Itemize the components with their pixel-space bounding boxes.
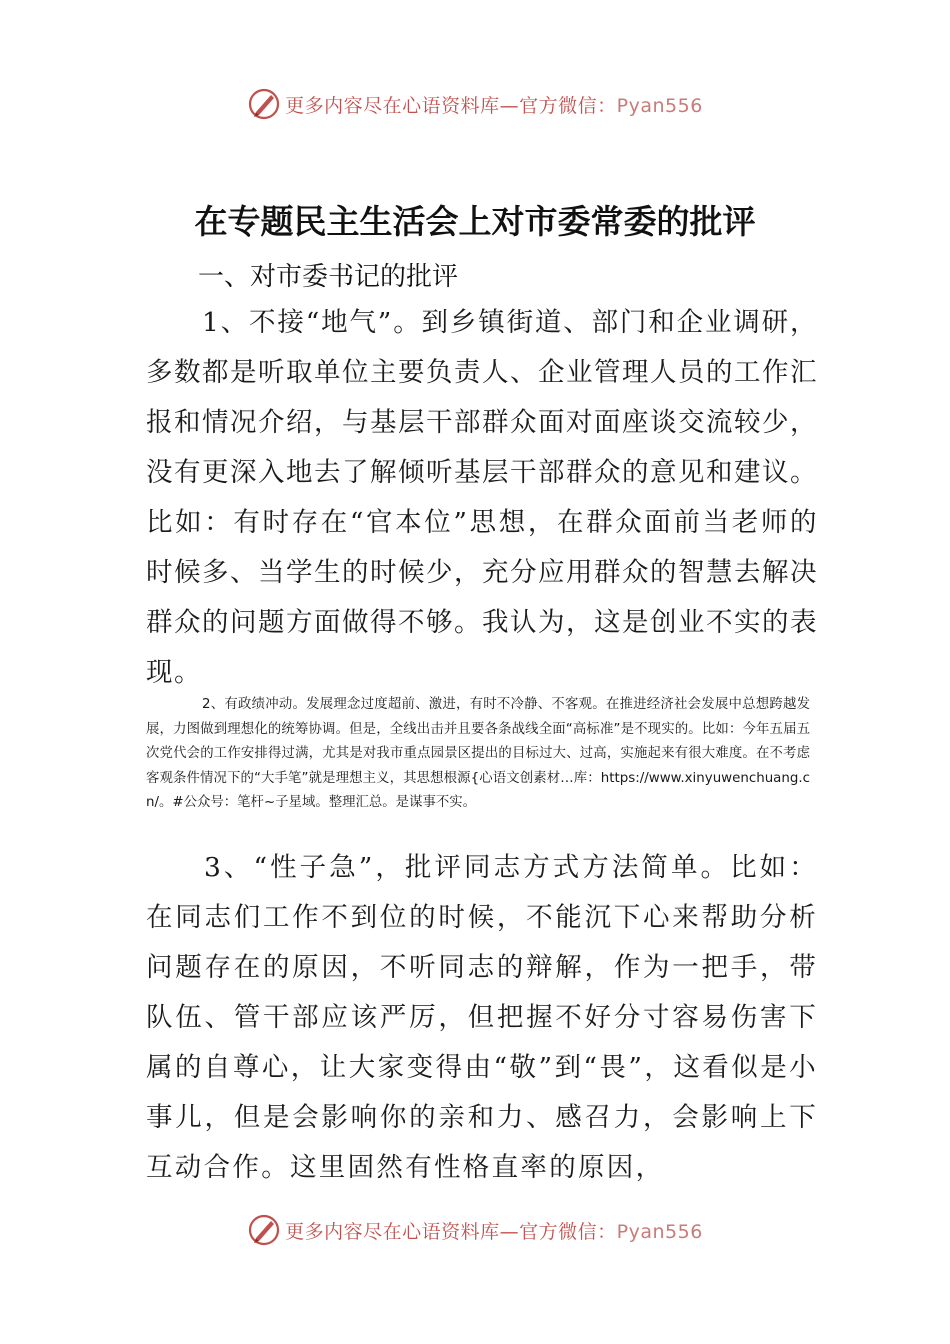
paragraph-3: 3、“性子急”，批评同志方式方法简单。比如：在同志们工作不到位的时候，不能沉下心来帮助分析问题存在的原因，不听同志的辩解，作为一把手，带队伍、管干部应该严厉，但把握不好分寸容易伤害下属的自尊心，让大家变得由“敬”到“畏”，这看似是小事儿，但是会影响你的亲和力、感召力，会影响上下互动合作。这里固然有性格直率的原因， [146,852,818,1183]
banner-text: 更多内容尽在心语资料库—官方微信：Pyan556 [285,94,703,117]
header-watermark-banner [0,84,950,124]
pen-logo-icon [247,87,281,121]
banner-text: 更多内容尽在心语资料库—官方微信：Pyan556 [285,1220,703,1243]
footer-watermark-banner [0,1210,950,1250]
document-title: 在专题民主生活会上对市委常委的批评 [194,202,756,241]
paragraph-1: 1、不接“地气”。到乡镇街道、部门和企业调研，多数都是听取单位主要负责人、企业管理人员的工作汇报和情况介绍，与基层干部群众面对面座谈交流较少，没有更深入地去了解倾听基层干部群众的意见和建议。比如：有时存在“官本位”思想，在群众面前当老师的时候多、当学生的时候少，充分应用群众的智慧去解决群众的问题方面做得不够。我认为，这是创业不实的表现。 [146,307,818,688]
section-heading: 一、对市委书记的批评 [198,262,459,292]
wechat-id: Pyan556 [616,1220,703,1243]
wechat-id: Pyan556 [616,94,703,117]
pen-logo-icon [247,1213,281,1247]
paragraph-2: 2、有政绩冲动。发展理念过度超前、激进，有时不冷静、不客观。在推进经济社会发展中总想跨越发展，力图做到理想化的统筹协调。但是，全线出击并且要各条战线全面“高标准”是不现实的。比如：今年五届五次党代会的工作安排得过满，尤其是对我市重点园景区提出的目标过大、过高，实施起来有很大难度。在不考虑客观条件情况下的“大手笔”就是理想主义，其思想根源{心语文创素材…库：https://www.xinyuwenchuang.cn/。#公众号：笔杆~子星域。整理汇总。是谋事不实。 [146,697,810,810]
